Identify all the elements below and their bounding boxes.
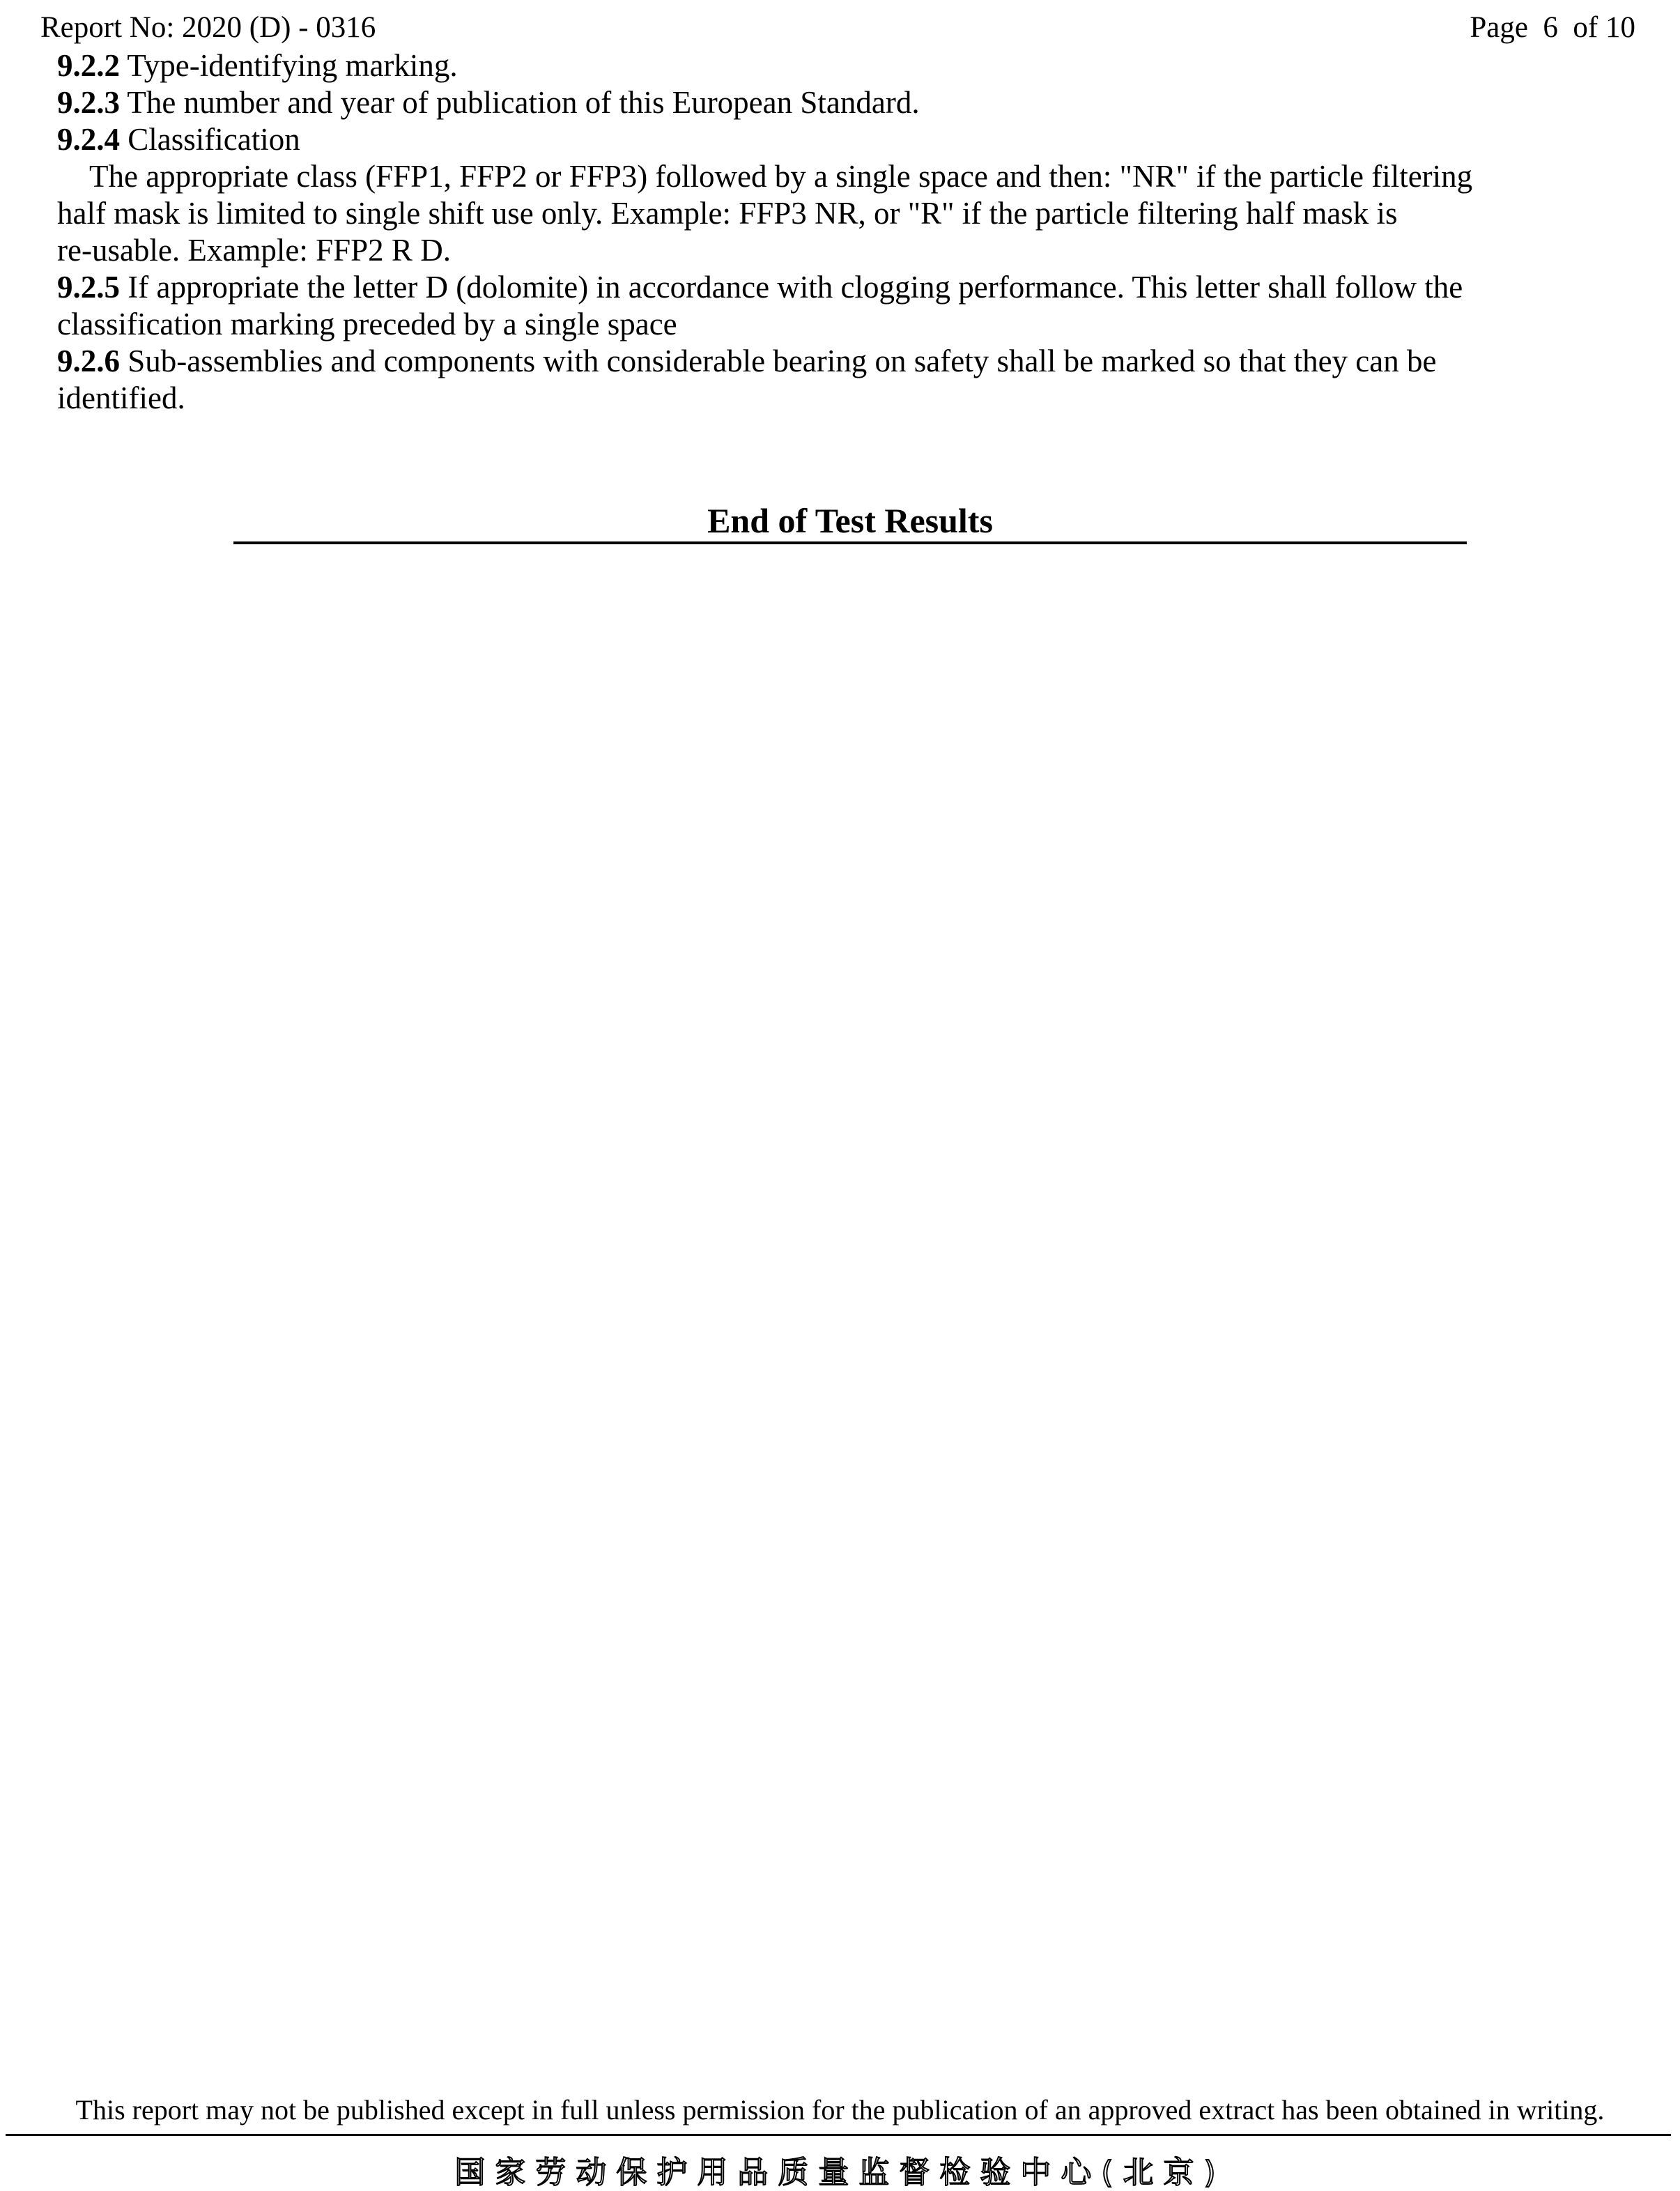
section-9-2-6: [57, 343, 1562, 380]
section-9-2-5-continued: classification marking preceded by a single space: [57, 307, 677, 341]
report-number: Report No: 2020 (D) - 0316: [40, 11, 376, 44]
section-text: Type-identifying marking.: [120, 48, 458, 83]
section-9-2-2: [57, 47, 1562, 84]
section-9-2-3: [57, 84, 1562, 121]
classification-line: The appropriate class (FFP1, FFP2 or FFP3) followed by a single space and then: "NR" if the particle filtering: [89, 159, 1473, 194]
section-number: 9.2.6: [57, 344, 120, 378]
section-text: Classification: [120, 122, 300, 157]
section-text: If appropriate the letter D (dolomite) in accordance with clogging performance. This letter shall follow the: [120, 270, 1463, 305]
end-of-results-rule: [233, 500, 1467, 544]
footer-disclaimer: This report may not be published except in full unless permission for the publication of an approved extract has been obtained in writing.: [75, 2094, 1605, 2125]
section-9-2-4: [57, 121, 1562, 158]
section-9-2-6-continued: identified.: [57, 380, 185, 415]
section-text: The number and year of publication of this European Standard.: [120, 85, 920, 120]
footer-organization: 国家劳动保护用品质量监督检验中心(北京): [454, 2155, 1226, 2190]
section-number: 9.2.4: [57, 122, 120, 157]
classification-line: re-usable. Example: FFP2 R D.: [57, 233, 451, 268]
report-body: [57, 47, 1562, 417]
classification-line: half mask is limited to single shift use only. Example: FFP3 NR, or "R" if the particle filtering half mask is: [57, 196, 1398, 231]
section-text: Sub-assemblies and components with considerable bearing on safety shall be marked so that they can be: [120, 344, 1437, 378]
section-number: 9.2.2: [57, 48, 120, 83]
page-indicator: Page 6 of 10: [1470, 11, 1635, 44]
section-number: 9.2.3: [57, 85, 120, 120]
section-number: 9.2.5: [57, 270, 120, 305]
section-9-2-5: [57, 269, 1562, 306]
end-of-results-title: End of Test Results: [707, 501, 993, 540]
footer-divider: [6, 2134, 1671, 2136]
